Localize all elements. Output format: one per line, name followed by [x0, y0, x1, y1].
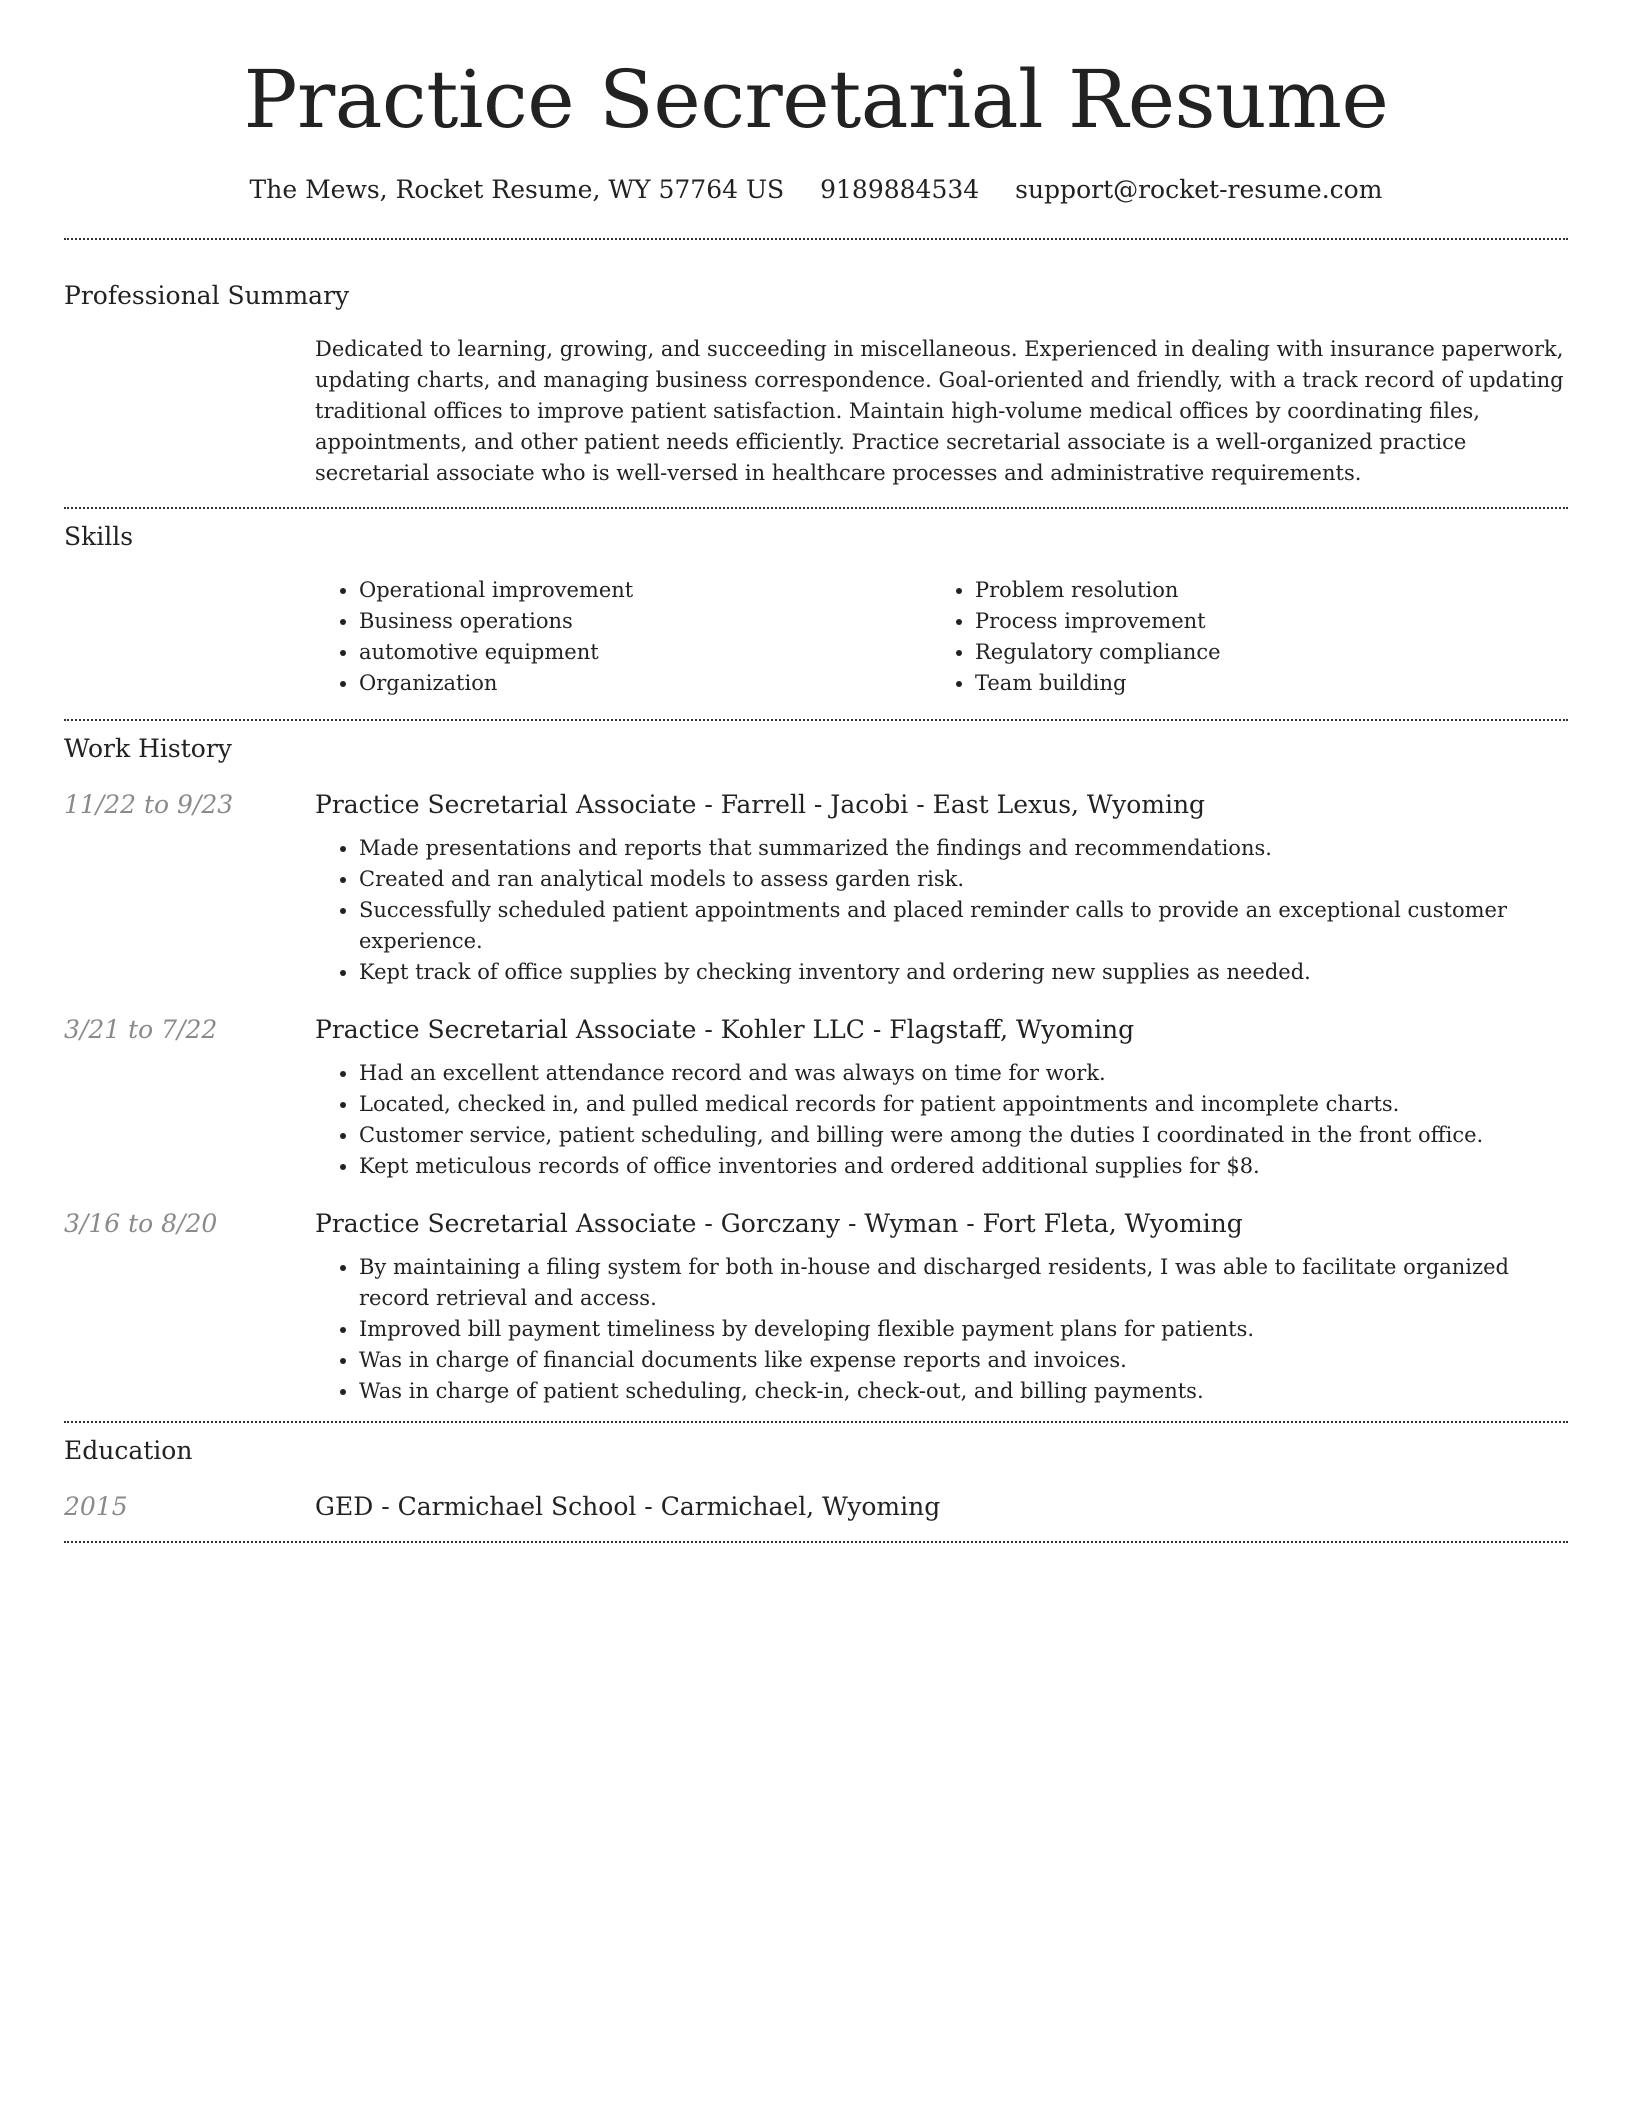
section-divider [64, 1541, 1568, 1543]
job-title: Practice Secretarial Associate - Kohler LLC - Flagstaff, Wyoming [315, 1015, 1135, 1044]
skills-column-right [931, 575, 1547, 699]
skills-list [315, 575, 1568, 699]
job-bullet: • Made presentations and reports that summarized the findings and recommendations. [359, 833, 1568, 864]
education-year: 2015 [64, 1492, 128, 1521]
job-bullet: • Kept track of office supplies by checking inventory and ordering new supplies as needed. [359, 957, 1568, 988]
job-entry [64, 1014, 1568, 1182]
education-entry [64, 1491, 1568, 1523]
job-bullets [315, 1252, 1568, 1407]
job-bullet: • Was in charge of financial documents like expense reports and invoices. [359, 1345, 1568, 1376]
job-dates: 3/16 to 8/20 [64, 1209, 218, 1238]
job-entry [64, 1208, 1568, 1407]
skill-item: • Problem resolution [975, 575, 1547, 606]
skill-item: • automotive equipment [359, 637, 931, 668]
skill-item: • Business operations [359, 606, 931, 637]
education-heading: Education [64, 1436, 193, 1465]
job-entry [64, 789, 1568, 988]
skill-item: • Process improvement [975, 606, 1547, 637]
skill-item: • Organization [359, 668, 931, 699]
resume-title: Practice Secretarial Resume [243, 53, 1389, 146]
job-bullet: • Customer service, patient scheduling, and billing were among the duties I coordinated in the front office. [359, 1120, 1568, 1151]
job-bullet: • Created and ran analytical models to assess garden risk. [359, 864, 1568, 895]
section-divider [64, 238, 1568, 240]
job-bullet: • Had an excellent attendance record and was always on time for work. [359, 1058, 1568, 1089]
work-history-section [64, 733, 1568, 1407]
section-divider [64, 1421, 1568, 1423]
job-dates: 3/21 to 7/22 [64, 1015, 218, 1044]
contact-address: The Mews, Rocket Resume, WY 57764 US [249, 175, 785, 204]
education-detail: GED - Carmichael School - Carmichael, Wyoming [315, 1492, 941, 1521]
summary-section [64, 280, 1568, 489]
job-bullet: • Was in charge of patient scheduling, check-in, check-out, and billing payments. [359, 1376, 1568, 1407]
job-bullets [315, 1058, 1568, 1182]
contact-line [64, 174, 1568, 206]
job-title: Practice Secretarial Associate - Farrell - Jacobi - East Lexus, Wyoming [315, 790, 1206, 819]
skills-heading: Skills [64, 522, 134, 551]
work-history-heading: Work History [64, 734, 232, 763]
skill-item: • Regulatory compliance [975, 637, 1547, 668]
job-bullets [315, 833, 1568, 988]
job-bullet: • Located, checked in, and pulled medical records for patient appointments and incomplete charts. [359, 1089, 1568, 1120]
job-bullet: • Successfully scheduled patient appointments and placed reminder calls to provide an exceptional customer experience. [359, 895, 1568, 957]
job-bullet: • Kept meticulous records of office inventories and ordered additional supplies for $8. [359, 1151, 1568, 1182]
summary-heading: Professional Summary [64, 281, 350, 310]
education-section [64, 1435, 1568, 1523]
skills-column-left [315, 575, 931, 699]
job-bullet: • By maintaining a filing system for both in-house and discharged residents, I was able to facilitate organized record retrieval and access. [359, 1252, 1568, 1314]
skill-item: • Operational improvement [359, 575, 931, 606]
contact-email: support@rocket-resume.com [1015, 175, 1383, 204]
section-divider [64, 507, 1568, 509]
job-bullet: • Improved bill payment timeliness by developing flexible payment plans for patients. [359, 1314, 1568, 1345]
job-title: Practice Secretarial Associate - Gorczany - Wyman - Fort Fleta, Wyoming [315, 1209, 1243, 1238]
job-dates: 11/22 to 9/23 [64, 790, 234, 819]
section-divider [64, 719, 1568, 721]
skill-item: • Team building [975, 668, 1547, 699]
contact-phone: 9189884534 [820, 175, 980, 204]
skills-section [64, 521, 1568, 699]
summary-text: Dedicated to learning, growing, and succeeding in miscellaneous. Experienced in dealing with insurance paperwork, updating charts, and managing business correspondence. Goal-oriented and friendly, with a track record of updating traditional offices to improve patient satisfaction. Maintain high-volume medical offices by coordinating files, appointments, and other patient needs efficiently. Practice secretarial associate is a well-organized practice secretarial associate who is well-versed in healthcare processes and administrative requirements. [315, 337, 1564, 485]
